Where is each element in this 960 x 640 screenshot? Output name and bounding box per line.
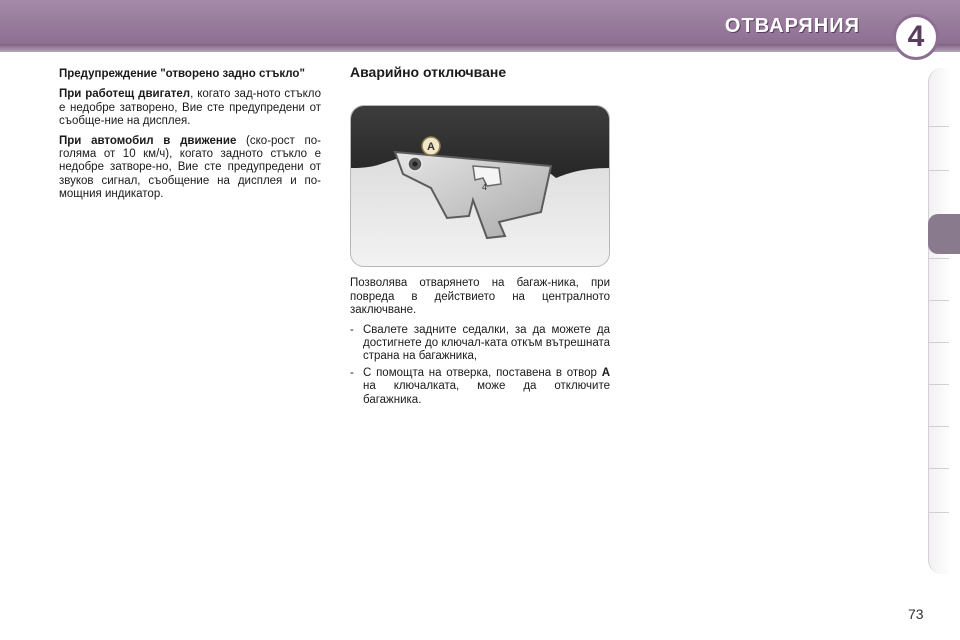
active-chapter-tab[interactable] [928,214,960,254]
lock-diagram [351,106,609,266]
step-item [350,367,610,407]
sidebar-divider [929,170,949,171]
engine-running-text: , когато зад-ното стъкло е недобре затворено, Вие сте предупредени от съобще-ние на дисплея. [59,88,322,128]
chapter-number-badge: 4 [893,14,939,60]
sidebar-divider [929,426,949,427]
sidebar-divider [929,468,949,469]
svg-text:4: 4 [482,182,488,193]
engine-running-label: При работещ двигател [59,88,191,101]
step-text-after: на ключалката, може да отключите багажника. [363,380,610,406]
sidebar-divider [929,126,949,127]
vehicle-moving-paragraph [59,135,321,202]
chapter-index-sidebar [928,68,951,574]
warning-section-title: Предупреждение "отворено задно стъкло" [59,68,305,80]
page-number: 73 [908,606,924,622]
vehicle-moving-text: (ско-рост по-голяма от 10 км/ч), когато задното стъкло е недобре затворе-но, Вие сте предупредени от звуков сигнал, съобщение на дисплея и по-мощния индикатор. [59,134,321,201]
sidebar-divider [929,512,949,513]
emergency-unlock-intro: Позволява отварянето на багаж-ника, при повреда в действието на централното заключване. [350,277,610,317]
vehicle-moving-label: При автомобил в движение [59,134,237,147]
trunk-lock-illustration [350,105,610,267]
step-text: Свалете задните седалки, за да можете да достигнете до ключал-ката откъм вътрешната страна на багажника, [363,323,610,363]
step-text-before: С помощта на отверка, поставена в отвор [363,366,602,379]
sidebar-divider [929,300,949,301]
emergency-unlock-title: Аварийно отключване [350,64,507,80]
emergency-unlock-steps [350,324,610,407]
marker-a-label: A [427,141,435,154]
step-item [350,324,610,364]
sidebar-divider [929,384,949,385]
middle-column [350,66,610,410]
sidebar-divider [929,342,949,343]
step-dash: - [350,366,354,379]
engine-running-paragraph [59,88,321,128]
chapter-title: ОТВАРЯНИЯ [724,15,860,37]
left-column [59,68,321,208]
sidebar-divider [929,258,949,259]
step-dash: - [350,323,354,336]
step-hole-label: A [601,366,610,379]
header-band [0,44,960,52]
